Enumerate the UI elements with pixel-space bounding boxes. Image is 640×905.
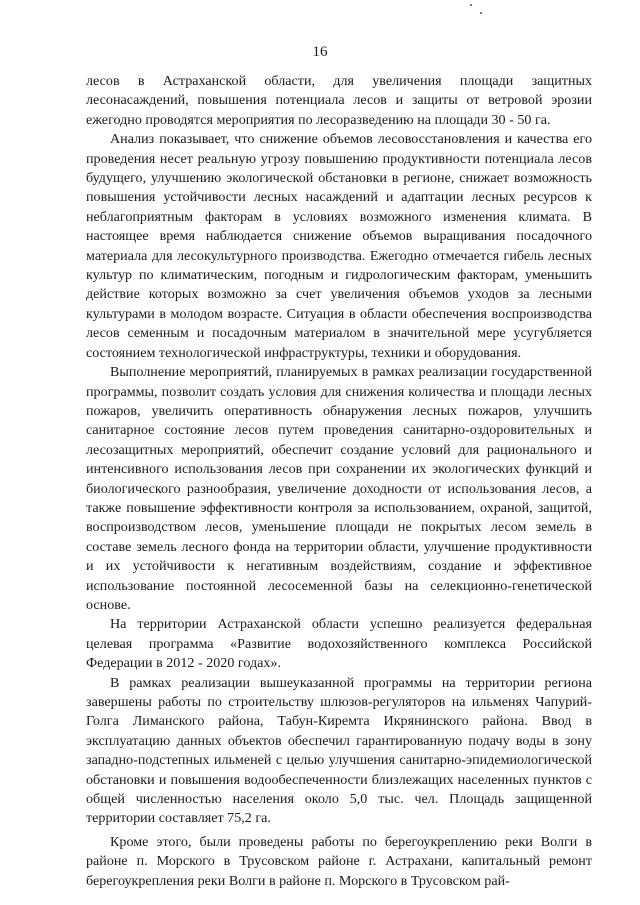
paragraph-sluice-construction: В рамках реализации вышеуказанной программы на территории региона завершены работы по строительству шлюзов-регуляторов на ильменях Чапурий-Голга Лиманского района, Табун-Киремта Икрянинского района. Ввод в эксплуатацию данных объектов обеспечил гарантированную подачу воды в зону западно-подстепных ильменей с целью улучшения санитарно-эпидемиологической обстановки и повышения водообеспеченности близлежащих населенных пунктов с общей численностью населения около 5,0 тыс. чел. Площадь защищенной территории составляет 75,2 га. (86, 674, 592, 827)
paragraph-analysis: Анализ показывает, что снижение объемов лесовосстановления и качества его проведения несет реальную угрозу повышению продуктивности потенциала лесов будущего, улучшению экологической обстановки в регионе, снижает возможность повышения устойчивости лесных насаждений и адаптации лесных ресурсов к неблагоприятным факторам в условиях возможного изменения климата. В настоящее время наблюдается снижение объемов выращивания посадочного материала для лесокультурного производства. Ежегодно отмечается гибель лесных культур по климатическим, погодным и гидрологическим факторам, уменьшить действие которых возможно за счет увеличения объемов уходов за лесными культурами в молодом возрасте. Ситуация в области обеспечения воспроизводства лесов семенным и посадочным материалом в значительной мере усугубляется состоянием технологической инфраструктуры, техники и оборудования. (86, 131, 592, 361)
scan-speck (470, 4, 472, 6)
document-body (86, 72, 592, 891)
paragraph-bank-protection: Кроме этого, были проведены работы по берегоукреплению реки Волги в районе п. Морского в Трусовском районе г. Астрахани, капитальный ремонт берегоукрепления реки Волги в районе п. Морского в Трусовском рай- (86, 833, 592, 889)
paragraph-federal-program: На территории Астраханской области успешно реализуется федеральная целевая программа «Развитие водохозяйственного комплекса Российской Федерации в 2012 - 2020 годах». (86, 616, 592, 672)
page-number: 16 (312, 44, 328, 60)
paragraph-continuation: лесов в Астраханской области, для увеличения площади защитных лесонасаждений, повышения потенциала лесов и защиты от ветровой эрозии ежегодно проводятся мероприятия по лесоразведению на площади 30 - 50 га. (86, 73, 592, 128)
paragraph-program-measures: Выполнение мероприятий, планируемых в рамках реализации государственной программы, позволит создать условия для снижения количества и площади лесных пожаров, увеличить оперативность обнаружения лесных пожаров, улучшить санитарное состояние лесов путем проведения санитарно-оздоровительных и лесозащитных мероприятий, обеспечит создание условий для рационального и интенсивного использования лесов при сохранении их экологических функций и биологического разнообразия, увеличение доходности от использования лесов, а также повышение эффективности контроля за использованием, охраной, защитой, воспроизводством лесов, уменьшение площади не покрытых лесом земель в составе земель лесного фонда на территории области, улучшение продуктивности и их устойчивости к негативным воздействиям, создание и эффективное использование постоянной лесосеменной базы на селекционно-генетической основе. (86, 364, 592, 613)
scan-speck (480, 12, 482, 14)
